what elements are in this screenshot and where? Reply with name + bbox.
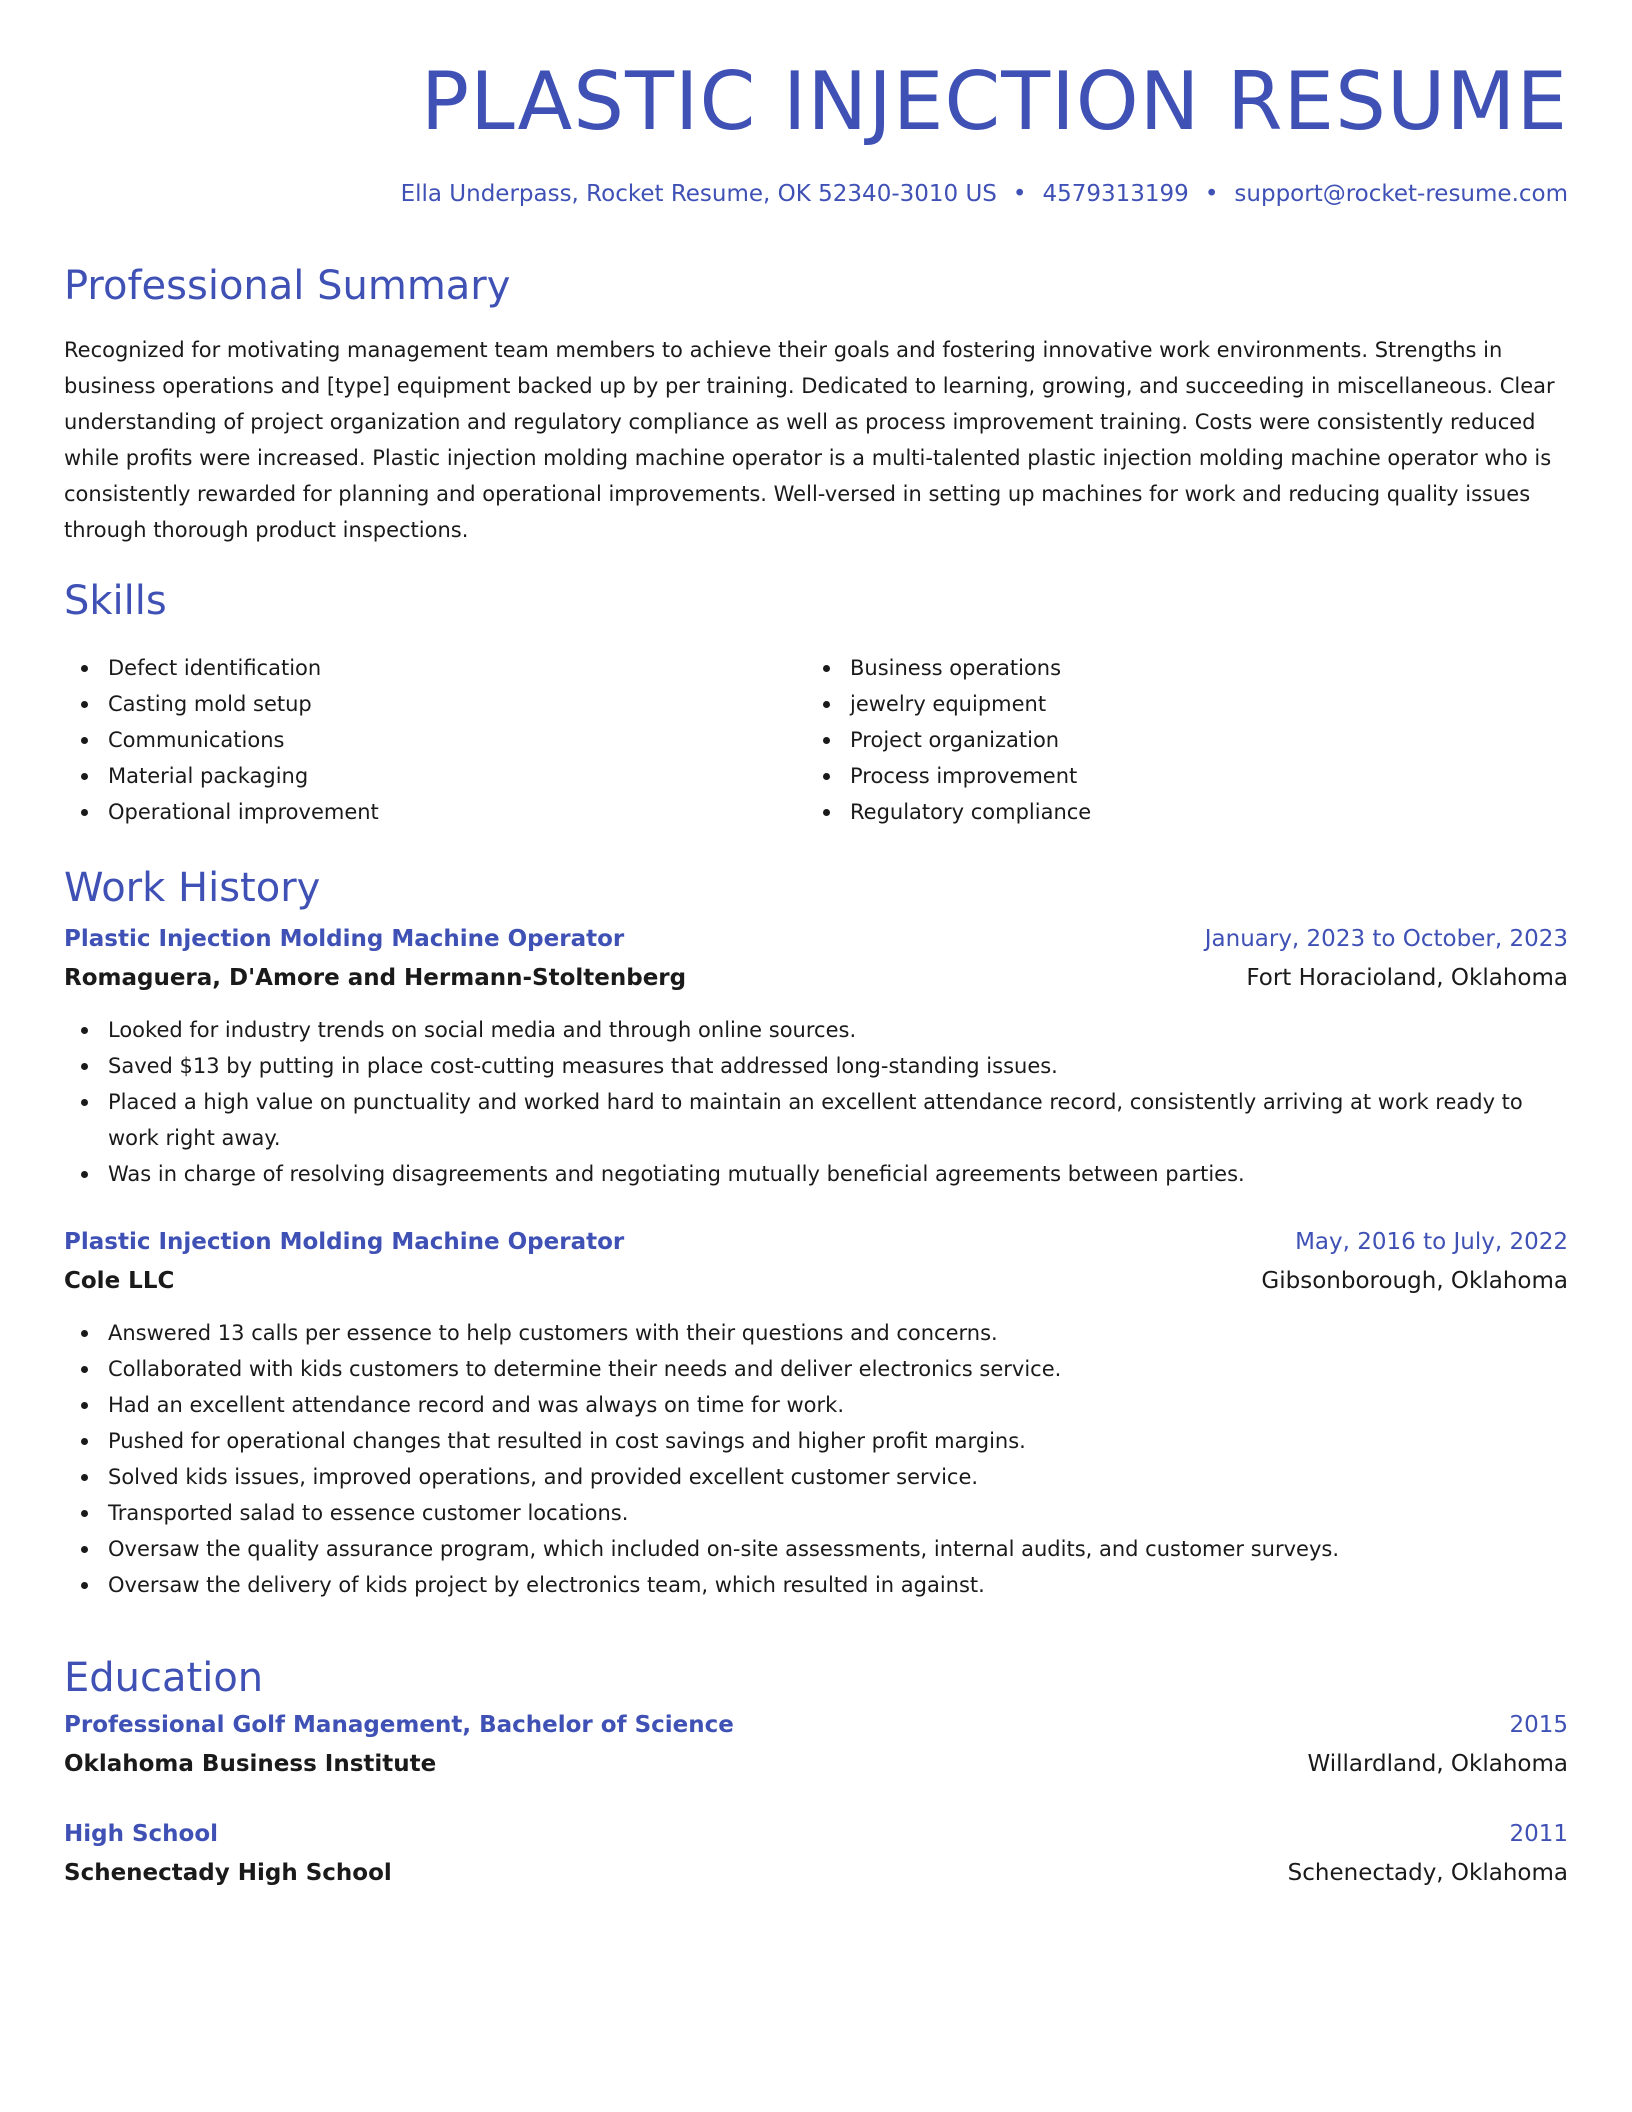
skills-column-left xyxy=(64,650,806,830)
job-header xyxy=(64,1223,1568,1261)
skills-list xyxy=(64,650,1568,830)
skill-item: Regulatory compliance xyxy=(806,794,1548,830)
contact-address: Ella Underpass, Rocket Resume, OK 52340-3010 US xyxy=(400,181,997,207)
education-subheader xyxy=(64,1853,1568,1893)
job-entry xyxy=(64,920,1568,1192)
contact-email: support@rocket-resume.com xyxy=(1234,181,1568,207)
job-bullet: Pushed for operational changes that resulted in cost savings and higher profit margins. xyxy=(64,1423,1568,1459)
job-location: Fort Horacioland, Oklahoma xyxy=(1246,965,1568,991)
job-dates: May, 2016 to July, 2022 xyxy=(1295,1229,1568,1255)
skill-item: Communications xyxy=(64,722,806,758)
job-dates: January, 2023 to October, 2023 xyxy=(1204,926,1568,952)
job-subheader xyxy=(64,1261,1568,1301)
education-entry xyxy=(64,1815,1568,1893)
education-header xyxy=(64,1706,1568,1744)
summary-text: Recognized for motivating management team members to achieve their goals and fostering innovative work environments. Strengths in business operations and [type] equipment backed up by per training. Dedicated to learning, growing, and succeeding in miscellaneous. Clear understanding of project organization and regulatory compliance as well as process improvement training. Costs were consistently reduced while profits were increased. Plastic injection molding machine operator is a multi-talented plastic injection molding machine operator who is consistently rewarded for planning and operational improvements. Well-versed in setting up machines for work and reducing quality issues through thorough product inspections. xyxy=(64,338,1555,542)
job-bullet: Saved $13 by putting in place cost-cutting measures that addressed long-standing issues. xyxy=(64,1048,1568,1084)
job-bullets xyxy=(64,1315,1568,1603)
education-header xyxy=(64,1815,1568,1853)
education-location: Willardland, Oklahoma xyxy=(1307,1751,1568,1777)
skills-column-right xyxy=(806,650,1548,830)
job-location: Gibsonborough, Oklahoma xyxy=(1261,1268,1568,1294)
education-year: 2015 xyxy=(1509,1712,1568,1738)
skills-heading: Skills xyxy=(64,578,167,624)
skill-item: Business operations xyxy=(806,650,1548,686)
skill-item: Casting mold setup xyxy=(64,686,806,722)
education-year: 2011 xyxy=(1509,1821,1568,1847)
job-header xyxy=(64,920,1568,958)
skill-item: Operational improvement xyxy=(64,794,806,830)
skill-item: Process improvement xyxy=(806,758,1548,794)
job-company: Cole LLC xyxy=(64,1268,175,1294)
education-degree: Professional Golf Management, Bachelor of Science xyxy=(64,1712,734,1738)
contact-separator: • xyxy=(1012,181,1027,207)
job-company: Romaguera, D'Amore and Hermann-Stoltenberg xyxy=(64,965,687,991)
skill-item: jewelry equipment xyxy=(806,686,1548,722)
education-location: Schenectady, Oklahoma xyxy=(1287,1860,1568,1886)
education-degree: High School xyxy=(64,1821,219,1847)
job-bullet: Collaborated with kids customers to determine their needs and deliver electronics service. xyxy=(64,1351,1568,1387)
education-school: Oklahoma Business Institute xyxy=(64,1751,437,1777)
job-title: Plastic Injection Molding Machine Operator xyxy=(64,926,625,952)
skill-item: Defect identification xyxy=(64,650,806,686)
education-school: Schenectady High School xyxy=(64,1860,392,1886)
job-bullet: Looked for industry trends on social media and through online sources. xyxy=(64,1012,1568,1048)
job-title: Plastic Injection Molding Machine Operator xyxy=(64,1229,625,1255)
job-bullet: Placed a high value on punctuality and worked hard to maintain an excellent attendance record, consistently arriving at work ready to work right away. xyxy=(64,1084,1568,1156)
education-subheader xyxy=(64,1744,1568,1784)
contact-separator: • xyxy=(1204,181,1219,207)
job-subheader xyxy=(64,958,1568,998)
education-entry xyxy=(64,1706,1568,1784)
contact-phone: 4579313199 xyxy=(1042,181,1189,207)
job-bullet: Had an excellent attendance record and was always on time for work. xyxy=(64,1387,1568,1423)
job-bullets xyxy=(64,1012,1568,1192)
job-bullet: Answered 13 calls per essence to help customers with their questions and concerns. xyxy=(64,1315,1568,1351)
job-entry xyxy=(64,1223,1568,1603)
job-bullet: Oversaw the quality assurance program, which included on-site assessments, internal audits, and customer surveys. xyxy=(64,1531,1568,1567)
contact-line xyxy=(401,178,1568,210)
job-bullet: Oversaw the delivery of kids project by electronics team, which resulted in against. xyxy=(64,1567,1568,1603)
summary-heading: Professional Summary xyxy=(64,263,511,309)
education-heading: Education xyxy=(64,1655,264,1701)
job-bullet: Transported salad to essence customer locations. xyxy=(64,1495,1568,1531)
skill-item: Material packaging xyxy=(64,758,806,794)
job-bullet: Solved kids issues, improved operations, and provided excellent customer service. xyxy=(64,1459,1568,1495)
skill-item: Project organization xyxy=(806,722,1548,758)
resume-title: PLASTIC INJECTION RESUME xyxy=(420,55,1568,148)
work-history-heading: Work History xyxy=(64,865,321,911)
job-bullet: Was in charge of resolving disagreements and negotiating mutually beneficial agreements between parties. xyxy=(64,1156,1568,1192)
